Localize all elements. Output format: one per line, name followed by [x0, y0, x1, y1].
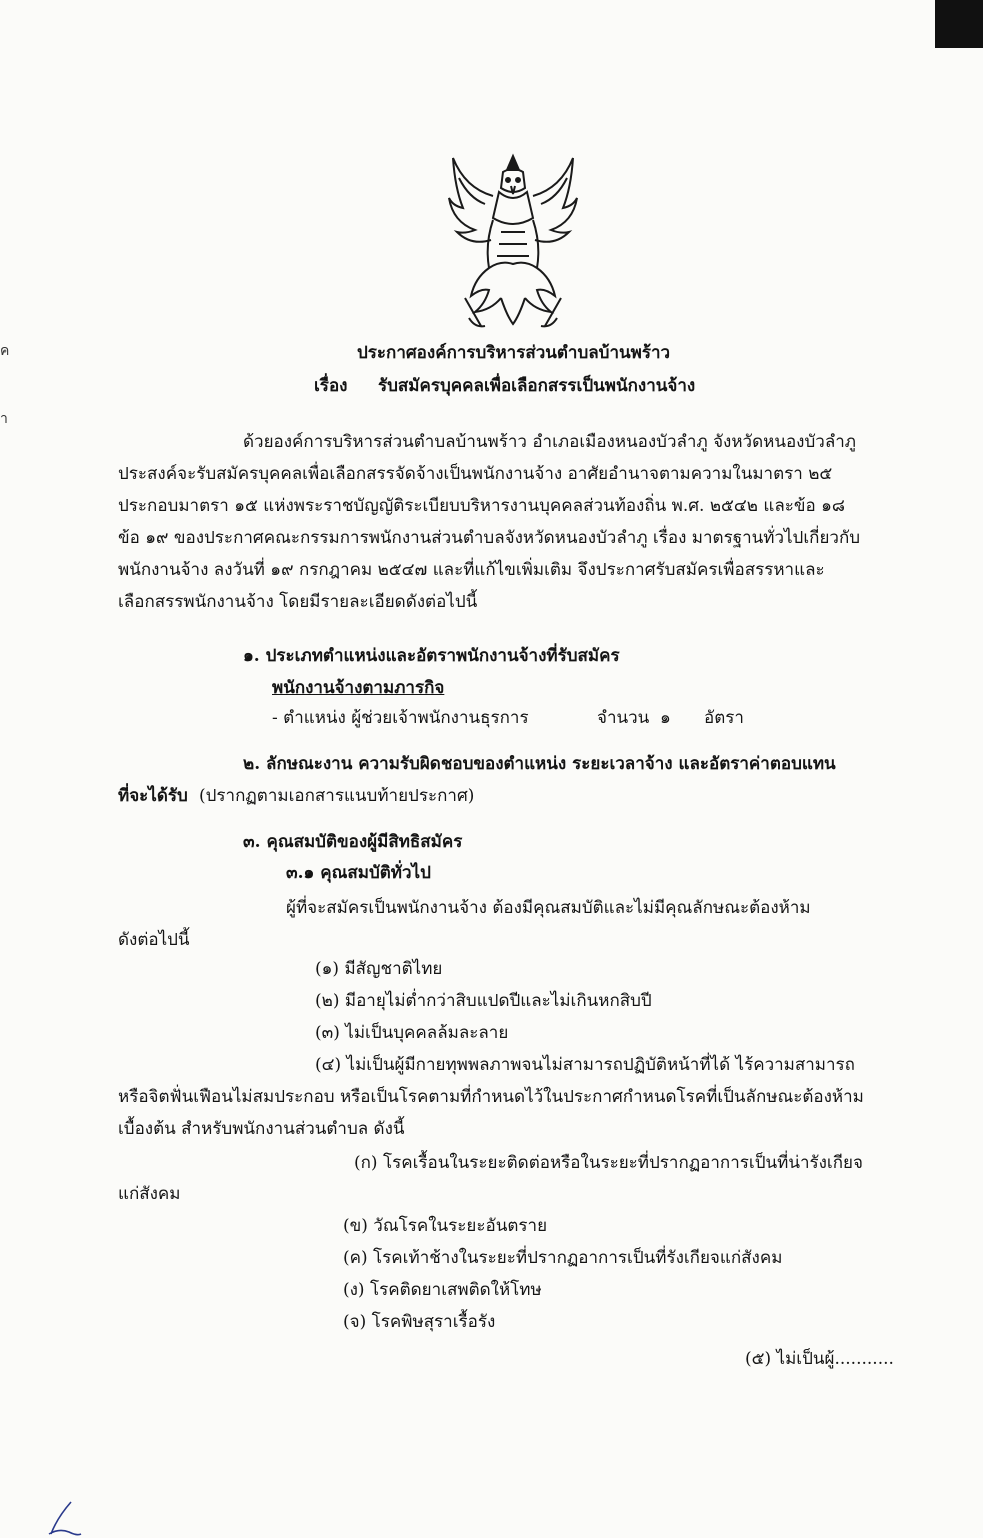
disease-item: (ข) วัณโรคในระยะอันตราย	[343, 1216, 548, 1236]
section3-heading: ๓. คุณสมบัติของผู้มีสิทธิสมัคร	[243, 832, 463, 852]
section2-note: (ปรากฏตามเอกสารแนบท้ายประกาศ)	[199, 786, 475, 806]
intro-line: เลือกสรรพนักงานจ้าง โดยมีรายละเอียดดังต่อไปนี้	[118, 592, 478, 612]
scan-corner-block	[935, 0, 983, 48]
document-subject: รับสมัครบุคคลเพื่อเลือกสรรเป็นพนักงานจ้าง	[378, 376, 696, 396]
subject-label: เรื่อง	[314, 376, 348, 396]
disease-item: (จ) โรคพิษสุราเรื้อรัง	[343, 1312, 496, 1332]
count-label: จำนวน	[597, 708, 650, 728]
section2-heading-cont: ที่จะได้รับ	[118, 786, 188, 806]
position-line: - ตำแหน่ง ผู้ช่วยเจ้าพนักงานธุรการ	[272, 708, 529, 728]
scan-edge-mark	[0, 228, 6, 250]
qualification-item: (๒) มีอายุไม่ต่ำกว่าสิบแปดปีและไม่เกินหกสิบปี	[315, 991, 652, 1011]
section3-intro: ผู้ที่จะสมัครเป็นพนักงานจ้าง ต้องมีคุณสมบัติและไม่มีคุณลักษณะต้องห้าม	[286, 898, 811, 918]
qualification-item-4: (๔) ไม่เป็นผู้มีกายทุพพลภาพจนไม่สามารถปฏิบัติหน้าที่ได้ ไร้ความสามารถ	[315, 1055, 855, 1075]
document-title: ประกาศองค์การบริหารส่วนตำบลบ้านพร้าว	[357, 343, 671, 363]
section1-subheading: พนักงานจ้างตามภารกิจ	[272, 678, 445, 698]
qualification-item: (๑) มีสัญชาติไทย	[315, 959, 443, 979]
intro-line: พนักงานจ้าง ลงวันที่ ๑๙ กรกฎาคม ๒๕๔๗ และที่แก้ไขเพิ่มเติม จึงประกาศรับสมัครเพื่อสรรหาและ	[118, 560, 825, 580]
section3-intro-cont: ดังต่อไปนี้	[118, 930, 190, 950]
qualification-item: (๓) ไม่เป็นบุคคลล้มละลาย	[315, 1023, 509, 1043]
disease-item: (ค) โรคเท้าช้างในระยะที่ปรากฏอาการเป็นที่รังเกียจแก่สังคม	[343, 1248, 783, 1268]
count-value: ๑	[660, 708, 671, 728]
intro-line: ด้วยองค์การบริหารส่วนตำบลบ้านพร้าว อำเภอเมืองหนองบัวลำภู จังหวัดหนองบัวลำภู	[243, 432, 856, 452]
disease-item: (ก) โรคเรื้อนในระยะติดต่อหรือในระยะที่ปรากฏอาการเป็นที่น่ารังเกียจ	[354, 1153, 863, 1173]
section1-heading: ๑. ประเภทตำแหน่งและอัตราพนักงานจ้างที่รับสมัคร	[243, 646, 620, 666]
scan-edge-mark: า	[0, 411, 8, 427]
intro-line: ประสงค์จะรับสมัครบุคคลเพื่อเลือกสรรจัดจ้างเป็นพนักงานจ้าง อาศัยอำนาจตามความในมาตรา ๒๕	[118, 464, 833, 484]
section3-subheading: ๓.๑ คุณสมบัติทั่วไป	[286, 863, 431, 883]
qualification-item-4-cont: หรือจิตฟั่นเฟือนไม่สมประกอบ หรือเป็นโรคตามที่กำหนดไว้ในประกาศกำหนดโรคที่เป็นลักษณะต้องห้าม	[118, 1087, 864, 1107]
garuda-emblem-icon	[445, 148, 581, 332]
scan-edge-mark: ค	[0, 343, 10, 359]
continuation-marker: (๕) ไม่เป็นผู้...........	[745, 1349, 894, 1369]
intro-line: ประกอบมาตรา ๑๕ แห่งพระราชบัญญัติระเบียบบริหารงานบุคคลส่วนท้องถิ่น พ.ศ. ๒๕๔๒ และข้อ ๑๘	[118, 496, 846, 516]
disease-item-cont: แก่สังคม	[118, 1184, 181, 1204]
disease-item: (ง) โรคติดยาเสพติดให้โทษ	[343, 1280, 542, 1300]
pen-mark-icon	[45, 1500, 85, 1538]
rate-label: อัตรา	[704, 708, 744, 728]
qualification-item-4-cont: เบื้องต้น สำหรับพนักงานส่วนตำบล ดังนี้	[118, 1119, 405, 1139]
section2-heading: ๒. ลักษณะงาน ความรับผิดชอบของตำแหน่ง ระยะเวลาจ้าง และอัตราค่าตอบแทน	[243, 754, 836, 774]
intro-line: ข้อ ๑๙ ของประกาศคณะกรรมการพนักงานส่วนตำบลจังหวัดหนองบัวลำภู เรื่อง มาตรฐานทั่วไปเกี่ยวกับ	[118, 528, 861, 548]
